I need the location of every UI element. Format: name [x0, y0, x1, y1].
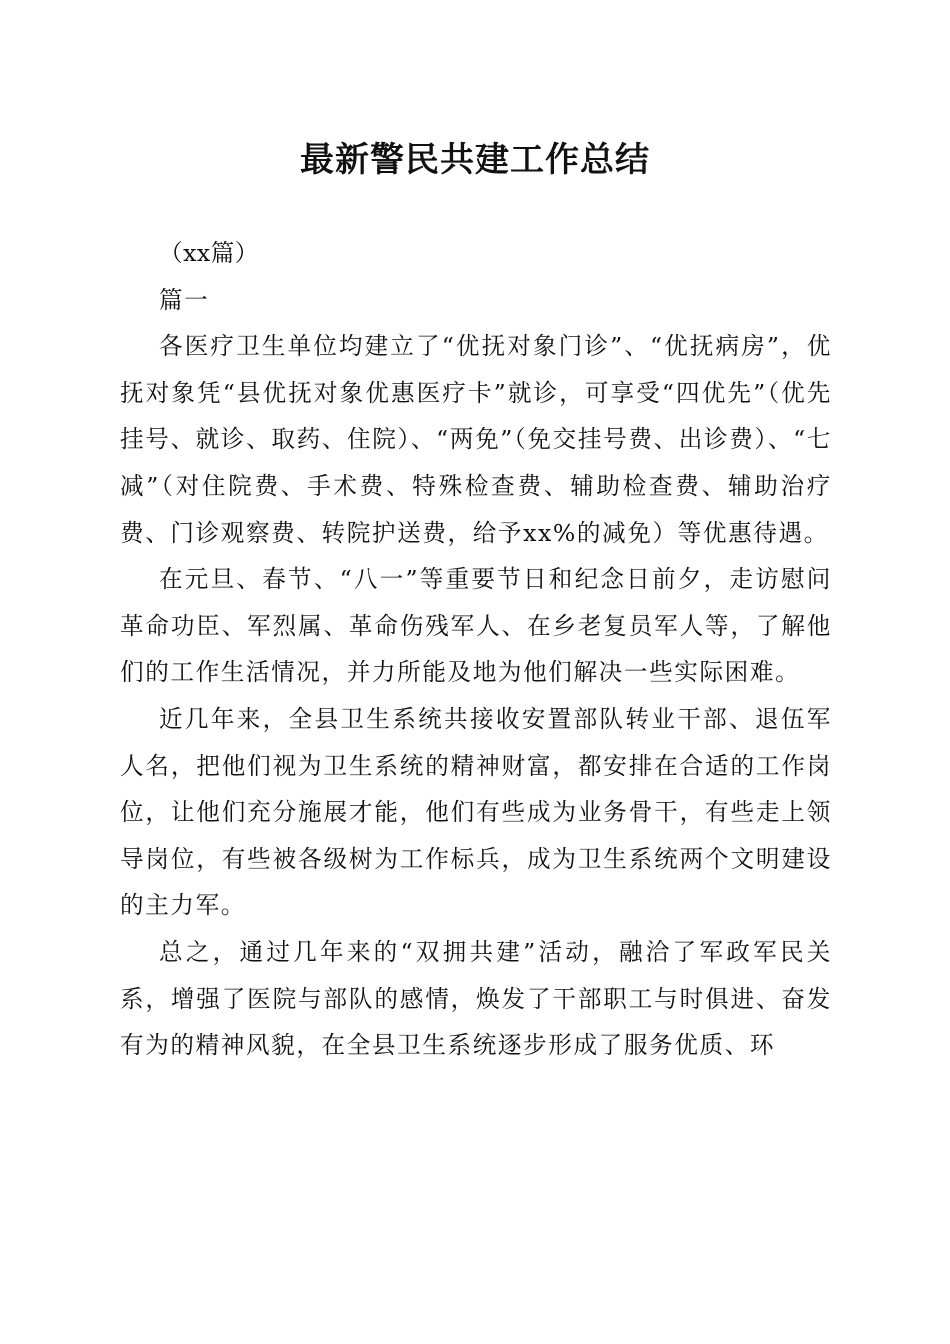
paragraph-3: 近几年来，全县卫生系统共接收安置部队转业干部、退伍军人名，把他们视为卫生系统的精神财富，都安排在合适的工作岗位，让他们充分施展才能，他们有些成为业务骨干，有些走上领导岗位，有些被各级树为工作标兵，成为卫生系统两个文明建设的主力军。 — [120, 704, 832, 920]
paragraph-1: 各医疗卫生单位均建立了“优抚对象门诊”、“优抚病房”，优抚对象凭“县优抚对象优惠医疗卡”就诊，可享受“四优先”（优先挂号、就诊、取药、住院）、“两免”（免交挂号费、出诊费）、“七减”（对住院费、手术费、特殊检查费、辅助检查费、辅助治疗费、门诊观察费、转院护送费，给予xx%的减免）等优惠待遇。 — [120, 332, 832, 547]
document-body — [120, 230, 832, 1069]
paragraph-4: 总之，通过几年来的“双拥共建”活动，融洽了军政军民关系，增强了医院与部队的感情，焕发了干部职工与时俱进、奋发有为的精神风貌，在全县卫生系统逐步形成了服务优质、环 — [120, 937, 832, 1060]
section-heading: 篇一 — [159, 285, 210, 314]
document-title: 最新警民共建工作总结 — [300, 140, 650, 180]
subtitle: （xx篇） — [159, 239, 259, 267]
paragraph-2: 在元旦、春节、“八一”等重要节日和纪念日前夕，走访慰问革命功臣、军烈属、革命伤残军人、在乡老复员军人等，了解他们的工作生活情况，并力所能及地为他们解决一些实际困难。 — [120, 565, 832, 687]
